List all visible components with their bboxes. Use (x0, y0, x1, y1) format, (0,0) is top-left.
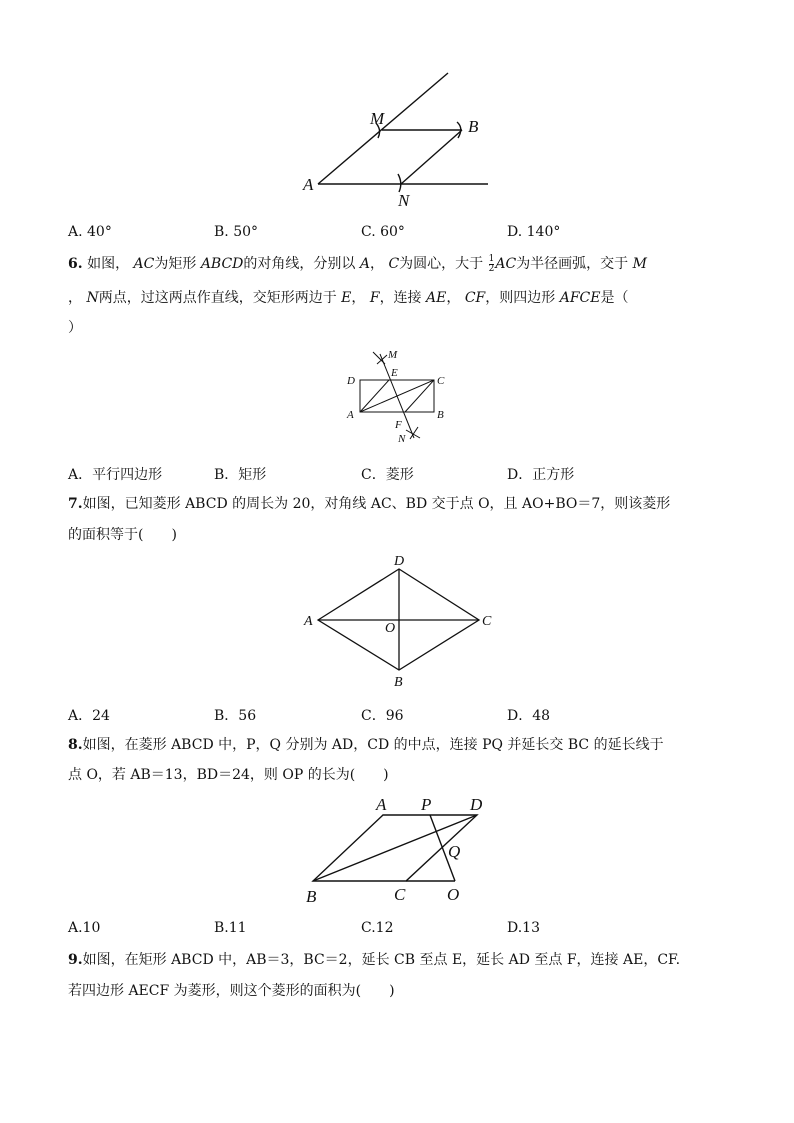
q6-line3: ） (68, 320, 82, 336)
figure-rectangle-bisector (340, 342, 450, 448)
label-e: E (391, 367, 398, 379)
label-o: O (447, 885, 460, 904)
q6-text: 两点，过这两点作直线，交矩形两边于 (98, 290, 342, 306)
label-d: D (470, 795, 483, 814)
q6-text: ， (351, 290, 370, 306)
q6-number: 6. (68, 256, 83, 272)
q5-option-c: C. 60° (361, 224, 405, 240)
q8-text: 如图，在菱形 ABCD 中，P，Q 分别为 AD，CD 的中点，连接 PQ 并延长交 BC 的延长线于 (82, 737, 664, 753)
q9-text: 如图，在矩形 ABCD 中，AB＝3，BC＝2，延长 CB 至点 E，延长 AD 至点 F，连接 AE，CF. (82, 952, 681, 968)
q6-text: 是（ (600, 290, 629, 306)
label-b: B (468, 117, 479, 136)
q6-var: CF (464, 290, 486, 306)
line-cf (405, 380, 434, 412)
q6-fraction (489, 255, 495, 274)
label-b: B (437, 409, 444, 421)
q8-option-d: D.13 (507, 920, 540, 936)
q7-option-b: B．56 (214, 708, 257, 724)
q6-var: AC (495, 256, 517, 272)
q6-text: ， (370, 256, 389, 272)
q7-number: 7. (68, 496, 83, 512)
q6-var: AFCE (559, 290, 601, 306)
label-d: D (394, 554, 405, 569)
label-d: D (347, 375, 355, 387)
label-o: O (385, 621, 396, 636)
q7-option-d: D．48 (507, 708, 551, 724)
q8-number: 8. (68, 737, 83, 753)
q7-option-a: A．24 (68, 708, 110, 724)
q6-var: F (369, 290, 380, 306)
figure-rhombus-midpoints (300, 792, 500, 912)
q6-text: ， (446, 290, 465, 306)
label-b: B (394, 675, 403, 690)
label-a: A (304, 614, 313, 629)
label-a: A (347, 409, 354, 421)
label-n: N (398, 191, 410, 210)
q8-option-c: C.12 (361, 920, 394, 936)
q6-line1 (68, 254, 647, 274)
q7-line1 (68, 494, 670, 514)
q5-option-d: D. 140° (507, 224, 561, 240)
label-a: A (376, 795, 387, 814)
q8-line2: 点 O，若 AB＝13，BD＝24，则 OP 的长为( ) (68, 767, 389, 783)
q8-line1 (68, 735, 664, 755)
label-m: M (370, 109, 385, 128)
q8-option-a: A.10 (68, 920, 101, 936)
label-a: A (303, 175, 314, 194)
label-f: F (395, 419, 402, 431)
q9-number: 9. (68, 952, 83, 968)
figure-parallelogram-construction (290, 60, 510, 210)
line-bn (401, 130, 462, 184)
arc-n (398, 174, 401, 192)
q6-text: 为圆心，大于 (399, 256, 488, 272)
q6-text: 的对角线，分别以 (243, 256, 360, 272)
q6-var: AC (133, 256, 155, 272)
q6-var: C (388, 256, 400, 272)
figure-rhombus (296, 552, 496, 692)
q6-text: ， (68, 290, 87, 306)
q8-option-b: B.11 (214, 920, 247, 936)
q5-option-b: B. 50° (214, 224, 259, 240)
label-m: M (388, 349, 398, 361)
q6-var: AE (426, 290, 447, 306)
label-c: C (437, 375, 445, 387)
q6-text: 如图， (82, 256, 134, 272)
arc-m-2 (377, 355, 387, 364)
q7-option-c: C．96 (361, 708, 404, 724)
line-ae (360, 380, 389, 412)
q9-line1 (68, 950, 680, 970)
fraction-numerator: 1 (488, 253, 495, 264)
q7-line2: 的面积等于( ) (68, 527, 177, 543)
label-b: B (306, 887, 317, 906)
label-p: P (421, 795, 432, 814)
q9-line2: 若四边形 AECF 为菱形，则这个菱形的面积为( ) (68, 983, 395, 999)
q6-text: 为半径画弧，交于 (516, 256, 633, 272)
q6-option-a: A．平行四边形 (68, 467, 163, 483)
label-c: C (482, 614, 492, 629)
q6-var: E (341, 290, 352, 306)
q6-option-b: B．矩形 (214, 467, 267, 483)
label-c: C (394, 885, 406, 904)
q7-text: 如图，已知菱形 ABCD 的周长为 20，对角线 AC、BD 交于点 O，且 AO+BO＝7，则该菱形 (82, 496, 671, 512)
q6-var: ABCD (200, 256, 244, 272)
q6-line2 (68, 288, 628, 308)
q6-var: N (86, 290, 99, 306)
line-a-ray (318, 73, 448, 184)
q5-option-a: A. 40° (68, 224, 112, 240)
q6-var: A (359, 256, 370, 272)
q6-var: M (632, 256, 647, 272)
q6-text: ，连接 (379, 290, 427, 306)
q6-option-d: D．正方形 (507, 467, 575, 483)
q6-text: ，则四边形 (485, 290, 560, 306)
label-n: N (398, 433, 406, 445)
q6-text: 为矩形 (154, 256, 201, 272)
label-q: Q (448, 842, 461, 861)
q6-option-c: C．菱形 (361, 467, 414, 483)
fraction-denominator: 2 (488, 263, 495, 274)
